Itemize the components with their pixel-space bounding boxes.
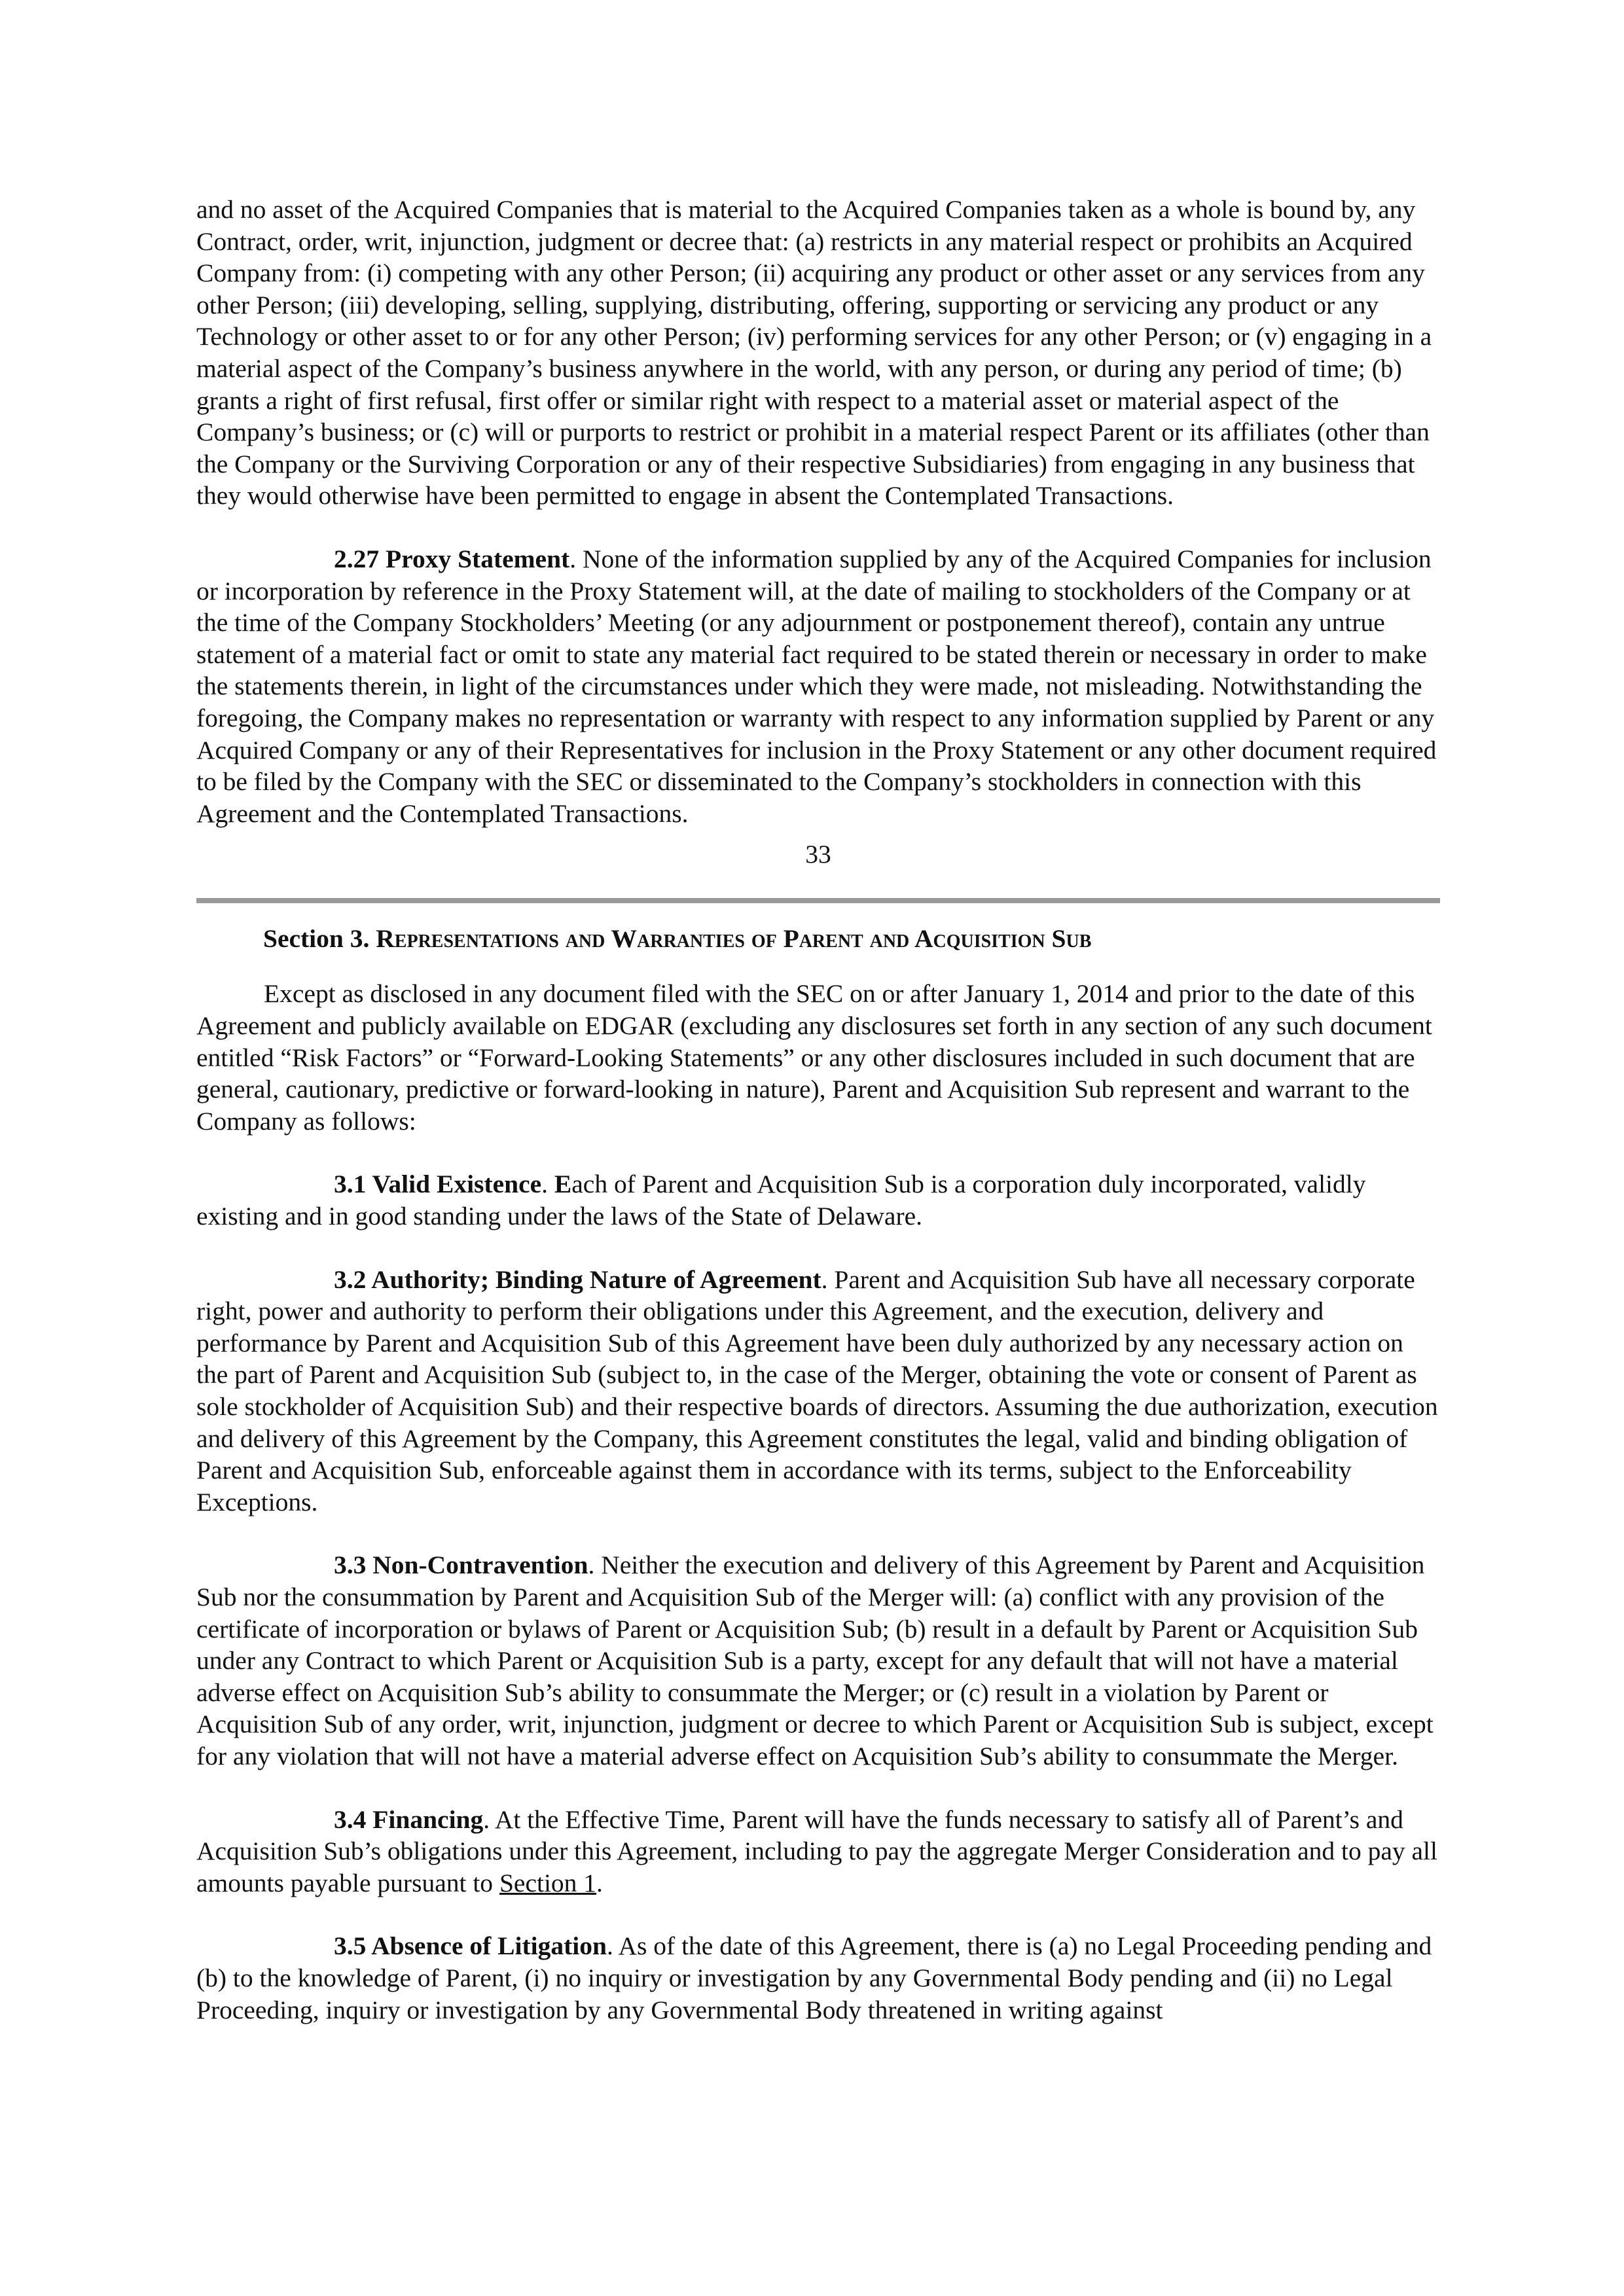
section-3-3-heading: 3.3 Non-Contravention	[334, 1551, 588, 1580]
section-3-5-body: . As of the date of this Agreement, there is (a) no Legal Proceeding pending and (b) to the knowledge of Parent, (i) no inquiry or investigation by any Governmental Body pending and (ii) no Legal Proceeding, inquiry or investigation by any Governmental Body threatened in writing against	[196, 1931, 1432, 2024]
section-1-reference: Section 1	[499, 1868, 597, 1897]
section-3-2-paragraph	[196, 1264, 1440, 1518]
section-3-1-heading: 3.1 Valid Existence	[334, 1170, 542, 1199]
section-3-1-body: ach of Parent and Acquisition Sub is a corporation duly incorporated, validly existing and in good standing under the laws of the State of Delaware.	[196, 1170, 1366, 1231]
section-3-1-initial: E	[554, 1170, 572, 1199]
page-number: 33	[805, 840, 831, 869]
section-2-27-body: . None of the information supplied by any of the Acquired Companies for inclusion or incorporation by reference in the Proxy Statement will, at the date of mailing to stockholders of the Company or at the time of the Company Stockholders’ Meeting (or any adjournment or postponement thereof), contain any untrue statement of a material fact or omit to state any material fact required to be stated therein or necessary in order to make the statements therein, in light of the circumstances under which they were made, not misleading. Notwithstanding the foregoing, the Company makes no representation or warranty with respect to any information supplied by Parent or any Acquired Company or any of their Representatives for inclusion in the Proxy Statement or any other document required to be filed by the Company with the SEC or disseminated to the Company’s stockholders in connection with this Agreement and the Contemplated Transactions.	[196, 544, 1437, 828]
section-2-27-heading: 2.27 Proxy Statement	[334, 544, 570, 573]
section-3-label: Section 3.	[263, 924, 376, 953]
section-3-4-heading: 3.4 Financing	[334, 1804, 484, 1834]
section-2-27-paragraph	[196, 543, 1440, 829]
section-3-intro: Except as disclosed in any document filed with the SEC on or after January 1, 2014 and prior to the date of this Agreement and publicly available on EDGAR (excluding any disclosures set forth in any section of any such document entitled “Risk Factors” or “Forward-Looking Statements” or any other disclosures included in such document that are general, cautionary, predictive or forward-looking in nature), Parent and Acquisition Sub represent and warrant to the Company as follows:	[196, 979, 1432, 1136]
section-3-5-paragraph	[196, 1930, 1440, 2026]
section-3-title: Representations and Warranties of Parent and Acquisition Sub	[376, 924, 1092, 953]
section-3-3-body: . Neither the execution and delivery of this Agreement by Parent and Acquisition Sub nor the consummation by Parent and Acquisition Sub of the Merger will: (a) conflict with any provision of the certificate of incorporation or bylaws of Parent or Acquisition Sub; (b) result in a default by Parent or Acquisition Sub under any Contract to which Parent or Acquisition Sub is a party, except for any default that will not have a material adverse effect on Acquisition Sub’s ability to consummate the Merger; or (c) result in a violation by Parent or Acquisition Sub of any order, writ, injunction, judgment or decree to which Parent or Acquisition Sub is subject, except for any violation that will not have a material adverse effect on Acquisition Sub’s ability to consummate the Merger.	[196, 1551, 1434, 1770]
section-3-4-body: . At the Effective Time, Parent will have the funds necessary to satisfy all of Parent’s and Acquisition Sub’s obligations under this Agreement, including to pay the aggregate Merger Consideration and to pay all amounts payable pursuant to	[196, 1804, 1437, 1897]
continuation-paragraph: and no asset of the Acquired Companies that is material to the Acquired Companies taken as a whole is bound by, any Contract, order, writ, injunction, judgment or decree that: (a) restricts in any material respect or prohibits an Acquired Company from: (i) competing with any other Person; (ii) acquiring any product or other asset or any services from any other Person; (iii) developing, selling, supplying, distributing, offering, supporting or servicing any product or any Technology or other asset to or for any other Person; (iv) performing services for any other Person; or (v) engaging in a material aspect of the Company’s business anywhere in the world, with any person, or during any period of time; (b) grants a right of first refusal, first offer or similar right with respect to a material asset or material aspect of the Company’s business; or (c) will or purports to restrict or prohibit in a material respect Parent or its affiliates (other than the Company or the Surviving Corporation or any of their respective Subsidiaries) from engaging in any business that they would otherwise have been permitted to engage in absent the Contemplated Transactions.	[196, 195, 1432, 511]
section-3-1-paragraph	[196, 1168, 1440, 1232]
section-3-4-paragraph	[196, 1804, 1440, 1899]
section-3-2-heading: 3.2 Authority; Binding Nature of Agreement	[334, 1265, 821, 1294]
section-3-heading	[196, 923, 1440, 955]
section-3-2-body: . Parent and Acquisition Sub have all necessary corporate right, power and authority to perform their obligations under this Agreement, and the execution, delivery and performance by Parent and Acquisition Sub of this Agreement have been duly authorized by any necessary action on the part of Parent and Acquisition Sub (subject to, in the case of the Merger, obtaining the vote or consent of Parent as sole stockholder of Acquisition Sub) and their respective boards of directors. Assuming the due authorization, execution and delivery of this Agreement by the Company, this Agreement constitutes the legal, valid and binding obligation of Parent and Acquisition Sub, enforceable against them in accordance with its terms, subject to the Enforceability Exceptions.	[196, 1265, 1438, 1516]
section-3-1-sep: .	[541, 1170, 554, 1199]
section-3-4-end: .	[596, 1868, 603, 1897]
section-3-5-heading: 3.5 Absence of Litigation	[334, 1931, 607, 1961]
page-break-divider	[196, 898, 1440, 903]
section-3-3-paragraph	[196, 1549, 1440, 1772]
document-page	[196, 194, 1440, 2026]
